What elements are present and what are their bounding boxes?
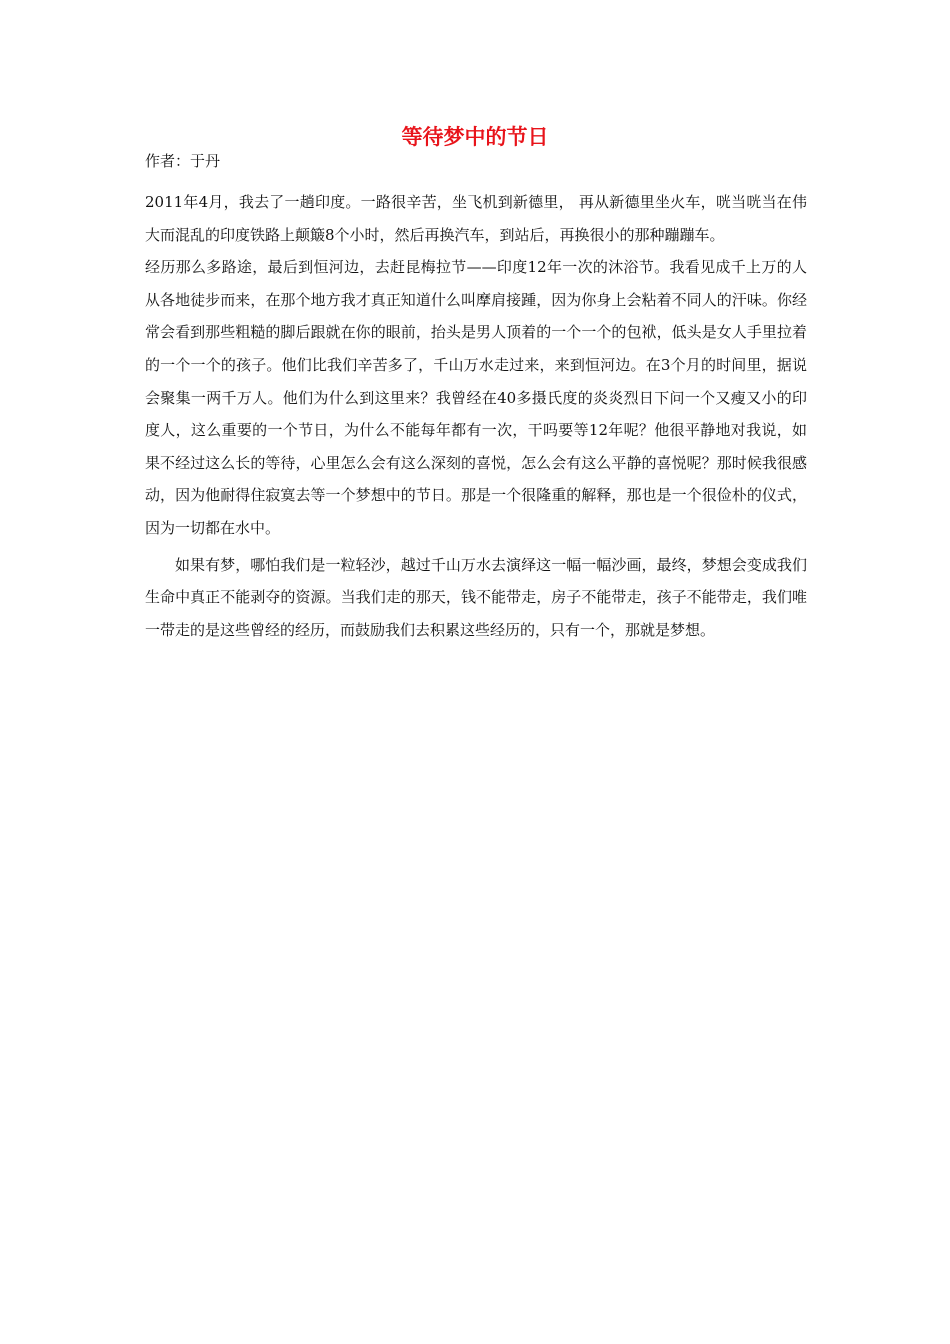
article-body: [145, 186, 807, 646]
author-line: 作者：于丹: [145, 152, 221, 170]
page-title: 等待梦中的节日: [401, 125, 549, 149]
paragraph-2: 经历那么多路途，最后到恒河边，去赶昆梅拉节——印度12年一次的沐浴节。我看见成千上万的人从各地徒步而来，在那个地方我才真正知道什么叫摩肩接踵，因为你身上会粘着不同人的汗味。你经常会看到那些粗糙的脚后跟就在你的眼前，抬头是男人顶着的一个一个的包袱，低头是女人手里拉着的一个一个的孩子。他们比我们辛苦多了，千山万水走过来，来到恒河边。在3个月的时间里，据说会聚集一两千万人。他们为什么到这里来？我曾经在40多摄氏度的炎炎烈日下问一个又瘦又小的印度人，这么重要的一个节日，为什么不能每年都有一次，干吗要等12年呢？他很平静地对我说，如果不经过这么长的等待，心里怎么会有这么深刻的喜悦，怎么会有这么平静的喜悦呢？那时候我很感动，因为他耐得住寂寞去等一个梦想中的节日。那是一个很隆重的解释，那也是一个很俭朴的仪式，因为一切都在水中。: [145, 258, 807, 537]
paragraph-1: 2011年4月，我去了一趟印度。一路很辛苦，坐飞机到新德里， 再从新德里坐火车，咣当咣当在伟大而混乱的印度铁路上颠簸8个小时，然后再换汽车，到站后，再换很小的那种蹦蹦车。: [145, 193, 807, 244]
paragraph-3: 如果有梦，哪怕我们是一粒轻沙，越过千山万水去演绎这一幅一幅沙画，最终，梦想会变成我们生命中真正不能剥夺的资源。当我们走的那天，钱不能带走，房子不能带走，孩子不能带走，我们唯一带走的是这些曾经的经历，而鼓励我们去积累这些经历的，只有一个，那就是梦想。: [145, 555, 807, 639]
